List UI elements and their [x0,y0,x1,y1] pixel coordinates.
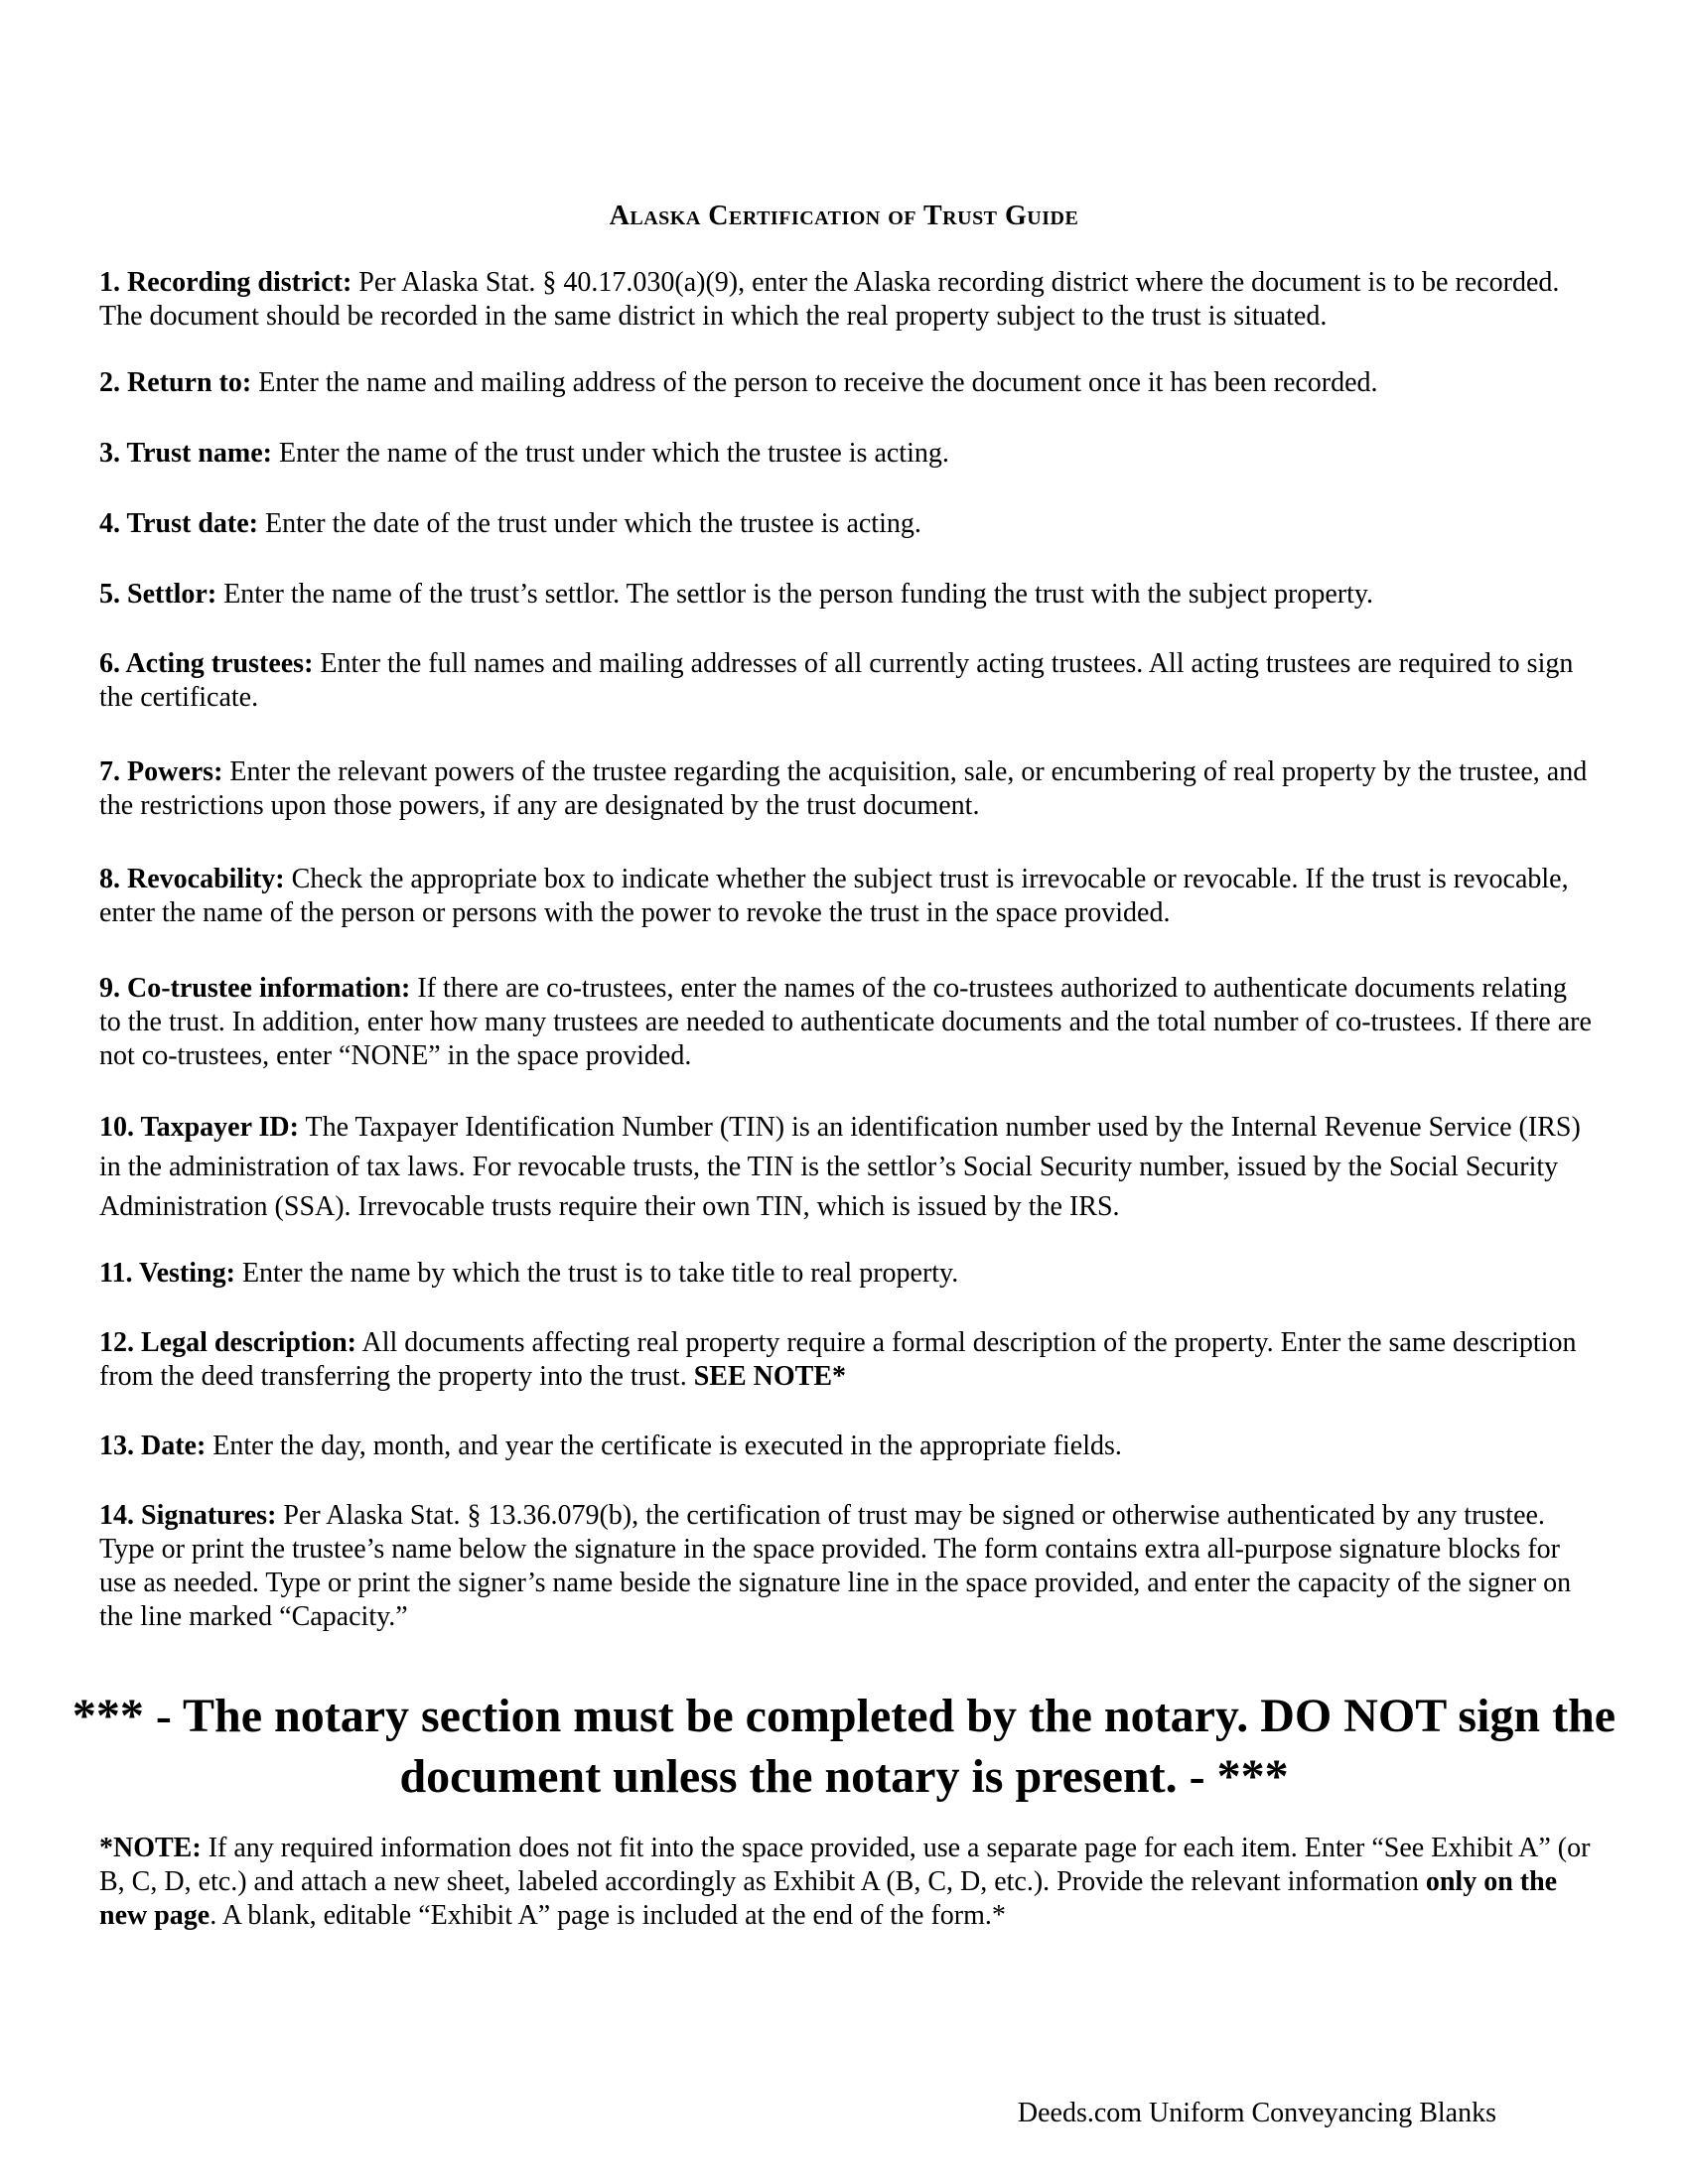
note-paragraph [99,1832,1594,1933]
item-text: Enter the name by which the trust is to take title to real property. [241,1258,959,1289]
item-label: 13. Date: [99,1431,207,1461]
item-label: 10. Taxpayer ID: [99,1112,299,1143]
item-label: 2. Return to: [99,367,252,398]
guide-item-settlor [99,578,1594,612]
guide-item-taxpayer-id [99,1108,1594,1227]
guide-item-trust-date [99,507,1594,541]
item-text: Enter the date of the trust under which the trustee is acting. [264,508,921,539]
see-note-reference: SEE NOTE* [693,1361,846,1392]
note-label: *NOTE: [99,1833,202,1863]
item-text: Per Alaska Stat. § 40.17.030(a)(9), enter the Alaska recording district where the document is to be recorded. The document should be recorded in the same district in which the real property subject to the trust is situated. [99,267,1560,332]
note-text-before: If any required information does not fit into the space provided, use a separate page for each item. Enter “See Exhibit A” (or B, C, D, etc.) and attach a new sheet, labeled accordingly as Exhibit A (B, C, D, etc.). Provide the relevant information [99,1833,1591,1897]
item-label: 6. Acting trustees: [99,648,314,679]
item-text: Enter the full names and mailing addresses of all currently acting trustees. All acting trustees are required to sign the certificate. [99,648,1574,713]
guide-item-signatures [99,1499,1594,1634]
guide-item-acting-trustees [99,647,1594,715]
item-label: 12. Legal description: [99,1327,356,1358]
note-emphasis: only on the new page [99,1866,1558,1931]
guide-item-return-to [99,366,1594,400]
notary-warning: *** - The notary section must be completed by the notary. DO NOT sign the document unless the notary is present. - *** [71,1690,1617,1803]
footer-credit: Deeds.com Uniform Conveyancing Blanks [1017,2098,1496,2128]
item-text: Enter the name of the trust’s settlor. The settlor is the person funding the trust with the subject property. [223,579,1374,610]
item-label: 11. Vesting: [99,1258,235,1289]
item-text: All documents affecting real property require a formal description of the property. Enter the same description from the deed transferring the property into the trust. [99,1327,1577,1392]
item-label: 7. Powers: [99,756,223,787]
item-text: The Taxpayer Identification Number (TIN) is an identification number used by the Internal Revenue Service (IRS) in the administration of tax laws. For revocable trusts, the TIN is the settlor’s Social Security number, issued by the Social Security Administration (SSA). Irrevocable trusts require their own TIN, which is issued by the IRS. [99,1112,1581,1222]
item-text: Enter the relevant powers of the trustee regarding the acquisition, sale, or encumbering of real property by the trustee, and the restrictions upon those powers, if any are designated by the trust document. [99,756,1588,821]
item-text: Enter the name and mailing address of the person to receive the document once it has been recorded. [258,367,1378,398]
guide-item-trust-name [99,437,1594,471]
item-label: 14. Signatures: [99,1500,277,1531]
item-text: Enter the name of the trust under which the trustee is acting. [278,438,949,469]
guide-item-revocability [99,863,1594,930]
guide-item-recording-district [99,266,1594,334]
item-text: Enter the day, month, and year the certificate is executed in the appropriate fields. [212,1431,1122,1461]
item-label: 8. Revocability: [99,864,285,894]
guide-item-vesting [99,1257,1594,1291]
item-label: 4. Trust date: [99,508,258,539]
item-text: Check the appropriate box to indicate whether the subject trust is irrevocable or revocable. If the trust is revocable, enter the name of the person or persons with the power to revoke the trust in the space provided. [99,864,1569,928]
guide-item-co-trustee-information [99,972,1594,1073]
page-title: Alaska Certification of Trust Guide [609,201,1079,231]
item-text: Per Alaska Stat. § 13.36.079(b), the certification of trust may be signed or otherwise authenticated by any trustee. Type or print the trustee’s name below the signature in the space provided. The form contains extra all-purpose signature blocks for use as needed. Type or print the signer’s name beside the signature line in the space provided, and enter the capacity of the signer on the line marked “Capacity.” [99,1500,1572,1632]
item-text: If there are co-trustees, enter the names of the co-trustees authorized to authenticate documents relating to the trust. In addition, enter how many trustees are needed to authenticate documents and the total number of co-trustees. If there are not co-trustees, enter “NONE” in the space provided. [99,973,1592,1071]
guide-item-legal-description [99,1326,1594,1394]
guide-item-powers [99,755,1594,823]
note-text-after: . A blank, editable “Exhibit A” page is included at the end of the form.* [210,1900,1006,1931]
item-label: 3. Trust name: [99,438,272,469]
item-label: 1. Recording district: [99,267,352,298]
item-label: 5. Settlor: [99,579,217,610]
item-label: 9. Co-trustee information: [99,973,411,1004]
guide-item-date [99,1430,1594,1463]
